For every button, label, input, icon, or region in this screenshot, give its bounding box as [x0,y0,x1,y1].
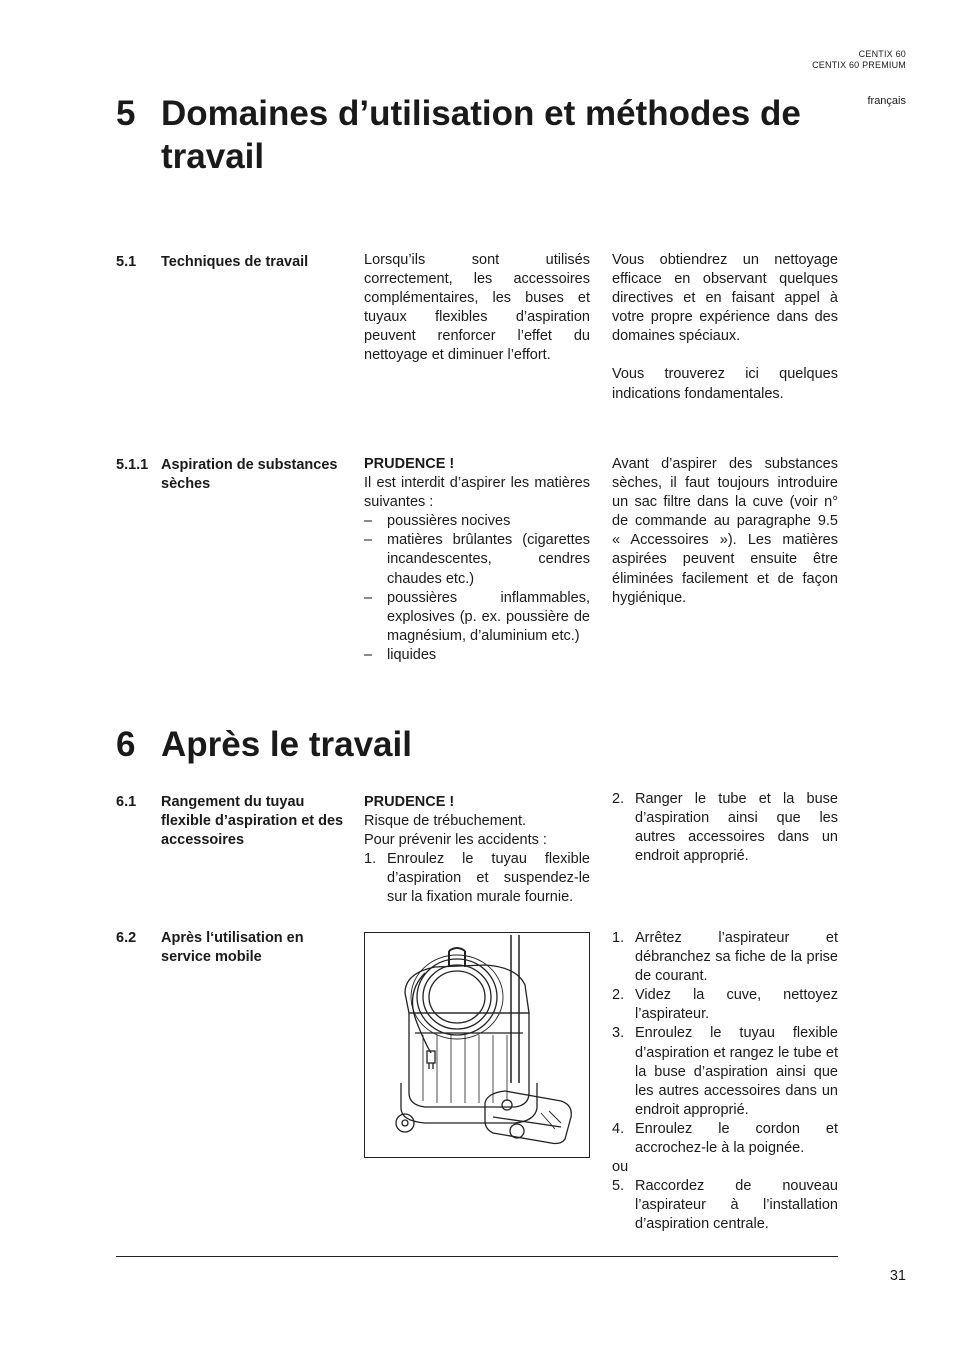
section-body [364,251,590,366]
list-item: – poussières inflammables, explosives (p. ex. poussière de magnésium, d’aluminium etc.) [364,589,590,644]
section-number: 5.1.1 [116,457,149,473]
chapter-title: Domaines d’utilisation et méthodes de travail [161,94,801,176]
warning-block [364,793,590,908]
warning-line: Risque de trébuchement. [364,813,527,830]
section-number: 5.1 [116,254,137,270]
list-item: – liquides [364,646,437,663]
or-separator: ou [612,1159,629,1176]
step-list [364,850,590,907]
list-item: 5. Raccordez de nouveau l’aspirateur à l’installation d’aspiration centrale. [612,1178,838,1233]
warning-label: PRUDENCE ! [364,456,455,472]
prohibited-list [364,512,590,665]
list-item: – poussières nocives [364,513,511,530]
list-item: – matières brûlantes (cigarettes incandescentes, cendres chaudes etc.) [364,532,590,587]
vacuum-cleaner-illustration-icon [365,933,589,1157]
list-item: 3. Enroulez le tuyau flexible d’aspiration et rangez le tube et la buse d’aspiration ainsi que les autres accessoires dans un endroit approprié. [612,1025,838,1118]
page-number: 31 [889,1268,906,1284]
footer-rule [116,1256,838,1257]
section-title: Techniques de travail [161,254,309,270]
vacuum-cleaner-figure [364,932,590,1158]
section-title: Aspiration de substances sèches [161,457,338,492]
section-number: 6.2 [116,930,137,946]
chapter-title: Après le travail [161,725,412,764]
warning-block [364,455,590,665]
list-item: 2. Ranger le tube et la buse d’aspiration ainsi que les autres accessoires dans un endroit approprié. [612,791,838,865]
step-list [612,929,838,1158]
model-name-premium: CENTIX 60 PREMIUM [812,60,906,70]
section-title: Après l‘utilisation en service mobile [161,930,304,965]
section-body-right [612,455,838,608]
warning-line: Pour prévenir les accidents : [364,832,547,849]
paragraph: Vous obtiendrez un nettoyage efficace en observant quelques directives et en faisant appel à votre propre expérience dans des domaines spéciaux. [612,252,838,345]
section-title: Rangement du tuyau flexible d’aspiration et des accessoires [161,794,344,848]
warning-label: PRUDENCE ! [364,794,455,810]
section-body-right [612,929,838,1235]
list-item: 2. Videz la cuve, nettoyez l’aspirateur. [612,987,838,1023]
chapter-number: 6 [116,725,136,764]
paragraph: Lorsqu’ils sont utilisés correctement, les accessoires complémentaires, les buses et tuyaux flexibles d’aspiration peuvent renforcer l’effet du nettoyage et diminuer l’effort. [364,252,590,364]
chapter-number: 5 [116,94,136,133]
warning-intro: Il est interdit d’aspirer les matières suivantes : [364,475,590,511]
paragraph: Avant d’aspirer des substances sèches, il faut toujours introduire un sac filtre dans la cuve (voir n° de commande au paragraphe 9.5 « Accessoires »). Les matières aspirées peuvent ensuite être éliminées facilement et de façon hygiénique. [612,456,838,606]
step-list [612,790,838,866]
section-body-right [612,790,838,866]
step-list [612,1177,838,1234]
section-number: 6.1 [116,794,137,810]
section-body-right [612,251,838,404]
list-item: 1. Enroulez le tuyau flexible d’aspiration et suspendez-le sur la fixation murale fournie. [364,851,590,906]
paragraph: Vous trouverez ici quelques indications fondamentales. [612,366,838,402]
list-item: 4. Enroulez le cordon et accrochez-le à la poignée. [612,1120,838,1157]
running-header [812,49,906,71]
list-item: 1. Arrêtez l’aspirateur et débranchez sa fiche de la prise de courant. [612,930,838,985]
model-name: CENTIX 60 [858,49,906,59]
language-label: français [867,95,906,107]
